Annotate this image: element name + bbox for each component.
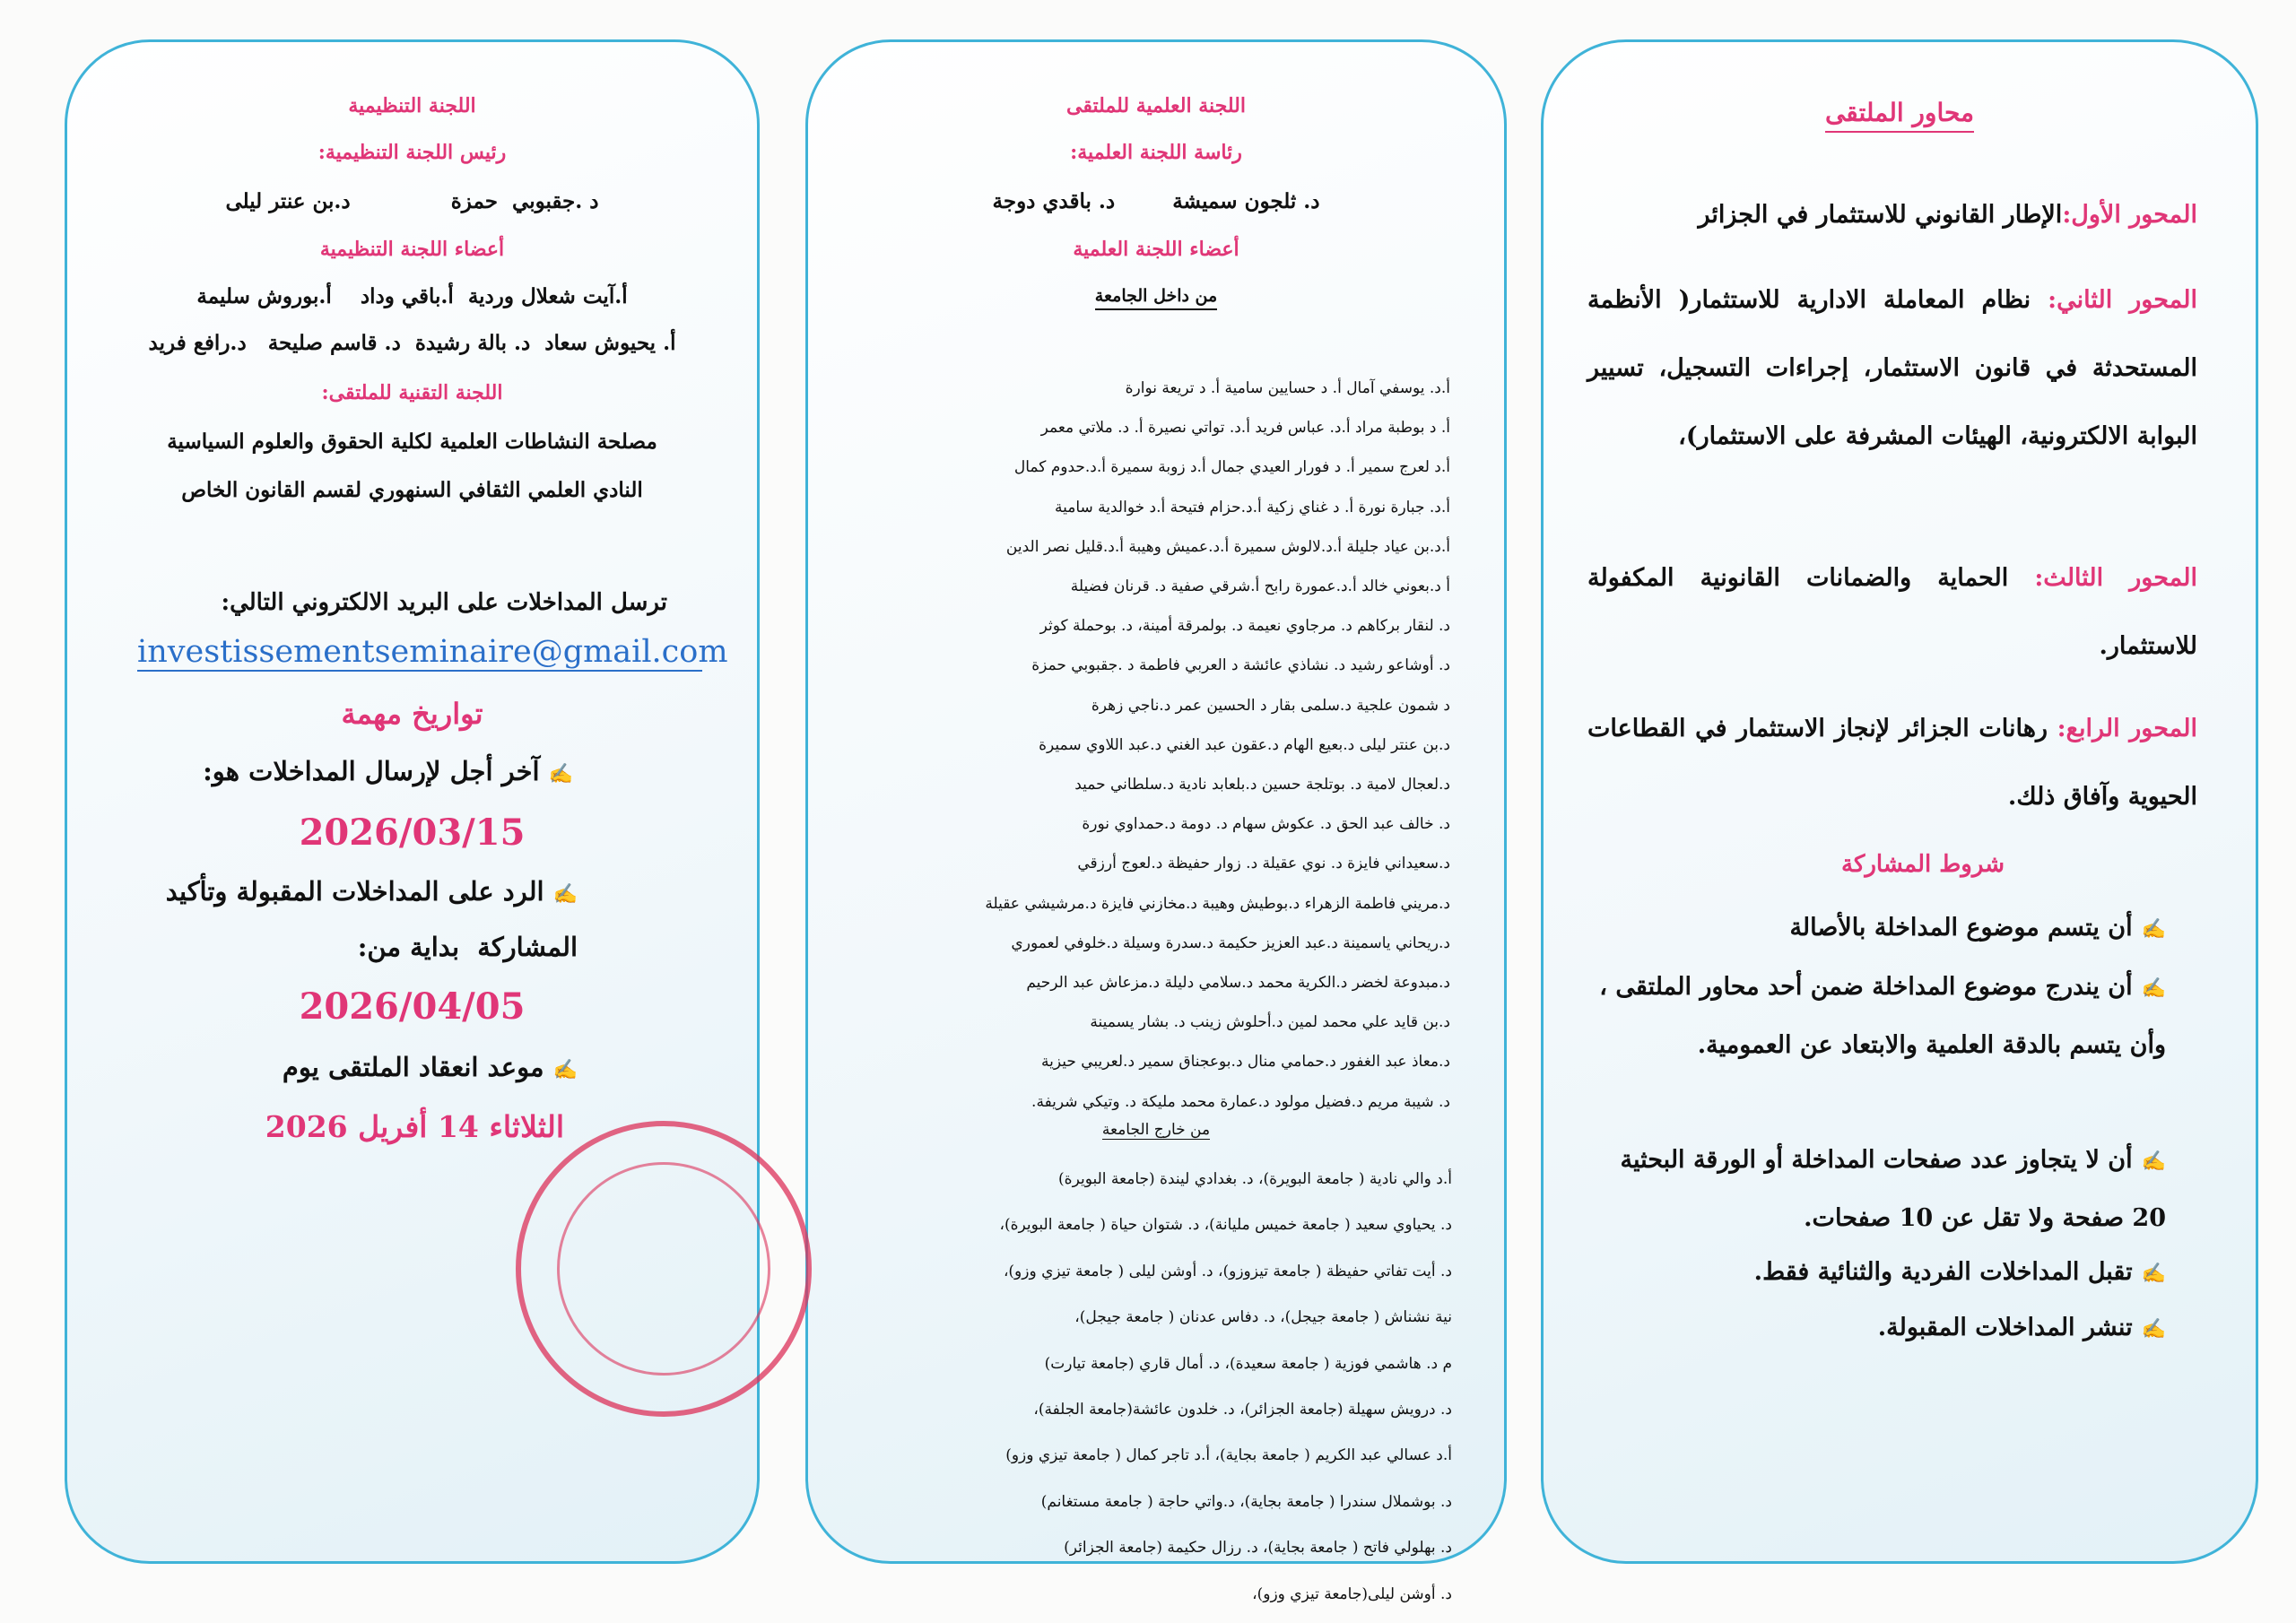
event-label: موعد انعقاد الملتقى يوم [282,1052,544,1082]
inside-members-list [849,369,1450,1122]
list-item: أ.د والي نادية ( جامعة البويرة)، د. بغدادي ليندة (جامعة البويرة) [1058,1170,1452,1188]
list-item: أ.د.بن عياد جليلة أ.د.لالوش سميرة أ.د.عميش وهيبة أ.د.قليل نصر الدين [1005,537,1450,556]
right-panel [1541,39,2258,1564]
axis-4 [1587,695,2197,831]
outside-title: من خارج الجامعة [1101,1121,1211,1139]
quill-icon: ✍ [2141,917,2166,941]
list-item: د شمون علجية د.سلمى بقار د الحسين عمر د.ناجي زهرة [1091,696,1450,715]
list-item: م د. هاشمي فوزية ( جامعة سعيدة)، د. أمال قاري (جامعة تيارت) [1044,1354,1452,1373]
list-item: د.لعجال لامية د. بوتلجة حسين د.بلعابد نادية د.سلطاني حميد [1074,776,1450,794]
tech-line-2: النادي العلمي الثقافي السنهوري لقسم القانون الخاص [181,478,643,502]
list-item: د.معاذ عبد الغفور د.حمامي منال د.بوعجناق سمير د.لعريبي حيزية [1040,1053,1450,1072]
list-item: د.مريني فاطمة الزهراء د.بوطيش وهيبة د.مخازني فايزة د.مرشيشي عقيلة [985,894,1450,913]
condition-5: ✍تنشر المداخلات المقبولة. [1877,1314,2166,1341]
condition-2: ✍أن يندرج موضوع المداخلة ضمن أحد محاور الملتقى ، وأن يتسم بالدقة العلمية والابتعاد عن العمومية. [1599,973,2166,1059]
axis-2 [1587,266,2197,471]
org-head-title: رئيس اللجنة التنظيمية: [317,141,507,164]
list-item: أ.د. يوسفي آمال أ. د حسايين سامية أ. د تريعة نوارة [1125,379,1450,397]
list-item: أ.د. جبارة نورة أ. د غناي زكية أ.د.حزام فتيحة أ.د خوالدية سامية [1054,498,1450,516]
axis-1-text: الإطار القانوني للاستثمار في الجزائر [1698,201,2063,229]
list-item: أ.د عسالي عبد الكريم ( جامعة بجاية)، أ.د تاجر كمال ( جامعة تيزي وزو) [1005,1446,1452,1465]
list-item: د. أوشاعو رشيد د. نشاذي عائشة د العربي فاطمة د .جقبوبي حمزة [1031,656,1450,675]
event-row [283,1052,578,1082]
list-item: د. بوشملال سندرا ( جامعة بجاية)، د.واتي حاجة ( جامعة مستغانم) [1040,1492,1452,1511]
org-heads: د .جقبوبي حمزة د.بن عنتر ليلى [225,189,599,213]
list-item: د.سعيداني فايزة د. نوي عقيلة د. زوار حفيظة د.لعوج أرزقي [1077,855,1450,873]
quill-icon: ✍ [2141,1150,2166,1173]
deadline-label: آخر أجل لإرسال المداخلات هو: [203,756,540,786]
outside-members-list [824,1157,1452,1618]
list-item: د. أيت تفاتي حفيظة ( جامعة تيزوزو)، د. أوشن ليلى ( جامعة تيزي وزو)، [1003,1262,1452,1280]
axis-3-text: الحماية والضمانات القانونية المكفولة للاستثمار. [1587,564,2197,660]
axes-title-wrap [1544,98,2256,127]
outside-title-wrap [808,1121,1504,1139]
inside-title-wrap [808,286,1504,306]
reply-label-1: الرد على المداخلات المقبولة وتأكيد [165,876,544,907]
quill-icon: ✍ [552,1058,578,1081]
quill-icon: ✍ [2141,976,2166,1000]
tech-committee-title: اللجنة التقنية للملتقى: [321,381,503,404]
org-members-line-2: أ. يحيوش سعاد د. بالة رشيدة د. قاسم صليحة د.رافع فريد [148,331,676,355]
list-item: د.ريحاني ياسمينة د.عبد العزيز حكيمة د.سدرة وسيلة د.خلوفي لعموري [1011,933,1450,952]
list-item: د.بن عنتر ليلى د.بعيع الهام د.عقون عبد الغني د.عبد اللاوي سميرة [1039,735,1450,754]
list-item: د. لنقار بركاهم د. مرجاوي نعيمة د. بولمرقة أمينة، د. بوحملة كوثر [1039,617,1450,636]
list-item: د. بهلولي فاتح ( جامعة بجاية)، د. رزال حكيمة (جامعة الجزائر) [1064,1539,1452,1558]
deadline-date: 2026/03/15 [299,812,526,854]
dates-title: تواريخ مهمة [341,697,483,731]
email-intro: ترسل المداخلات على البريد الالكتروني التالي: [221,589,667,616]
list-item: د. أوشن ليلى(جامعة تيزي وزو)، [1252,1584,1452,1603]
axis-2-label: المحور الثاني: [2048,286,2197,314]
condition-1: ✍أن يتسم موضوع المداخلة بالأصالة [1789,914,2166,942]
sci-members-title: أعضاء اللجنة العلمية [1073,238,1239,261]
quill-icon: ✍ [2141,1262,2166,1285]
axes-title: محاور الملتقى [1825,98,1974,133]
list-item: د. درويش سهيلة (جامعة الجزائر)، د. خلدون عائشة(جامعة الجلفة)، [1033,1401,1452,1419]
inside-title: من داخل الجامعة [1095,286,1217,310]
axis-1 [1587,181,2197,249]
list-item: د.مبدوعة لخضر د.الكرية محمد د.سلامي دليلة د.مزعاش عبد الرحيم [1026,974,1450,993]
email-link[interactable]: investissementseminaire@gmail.com [137,634,728,670]
list-item: د. شيبة مريم د.فضيل مولود د.عمارة محمد مليكة د. وتيكي شريفة. [1031,1092,1450,1111]
list-item: أ. د بوطبة مراد أ.د. عباس فريد أ.د. تواتي نصيرة أ. د. ملاتي معمر [1040,419,1450,438]
list-item: أ.د لعرج سمير أ. د فورار العيدي جمال أ.د زوبة سميرة أ.د.حدوم كمال [1013,458,1450,477]
reply-label-2: المشاركة بداية من: [357,932,578,962]
reply-row [166,876,578,907]
conditions-title: شروط المشاركة [1841,851,2005,878]
list-item: أ د.بعوني خالد أ.د.عمورة رابح أ.شرقي صفية د. قرنان فضيلة [1070,577,1450,596]
sci-heads: د. ثلجون سميشة د. باقدي دوجة [992,189,1320,213]
org-members-title: أعضاء اللجنة التنظيمية [319,238,505,261]
quill-icon: ✍ [548,762,573,785]
quill-icon: ✍ [552,882,578,906]
condition-4: ✍تقبل المداخلات الفردية والثنائية فقط. [1753,1258,2166,1286]
sci-head-title: رئاسة اللجنة العلمية: [1070,141,1242,164]
official-stamp [516,1121,812,1417]
condition-3: ✍أن لا يتجاوز عدد صفحات المداخلة أو الورقة البحثية 20 صفحة ولا تقل عن 10 صفحات. [1620,1146,2166,1232]
axis-4-text: رهانات الجزائر لإنجاز الاستثمار في القطاعات الحيوية وآفاق ذلك. [1587,715,2197,811]
axis-1-label: المحور الأول: [2062,201,2197,229]
list-item: د. خالف عبد الحق د. عكوش سهام د. دومة د.حمداوي نورة [1082,815,1450,834]
axis-2-text: نظام المعاملة الادارية للاستثمار( الأنظمة المستحدثة في قانون الاستثمار، إجراءات التسجيل، تسيير البوابة الالكترونية، الهيئات المشرفة على الاستثمار)، [1587,286,2197,450]
org-members-line-1: أ.آيت شعلال وردية أ.باقي وداد أ.بوروش سليمة [196,284,628,308]
axis-4-label: المحور الرابع: [2057,715,2197,742]
reply-date: 2026/04/05 [299,985,526,1028]
tech-line-1: مصلحة النشاطات العلمية لكلية الحقوق والعلوم السياسية [167,430,657,454]
list-item: نية نشناش ( جامعة جيجل)، د. دفاس عدنان ( جامعة جيجل)، [1074,1308,1452,1327]
quill-icon: ✍ [2141,1317,2166,1341]
middle-panel [805,39,1507,1603]
org-committee-title: اللجنة التنظيمية [348,94,476,117]
axis-3 [1587,544,2197,681]
list-item: د.بن قايد علي محمد لمين د.أحلوش زينب د. بشار يسمينة [1090,1013,1450,1032]
sci-committee-title: اللجنة العلمية للملتقى [1065,94,1246,117]
deadline-row [203,756,573,786]
event-date: الثلاثاء 14 أفريل 2026 [265,1109,564,1144]
axis-3-label: المحور الثالث: [2034,564,2198,592]
list-item: د. يحياوي سعيد ( جامعة خميس مليانة)، د. شتوان حياة ( جامعة البويرة)، [999,1216,1452,1235]
